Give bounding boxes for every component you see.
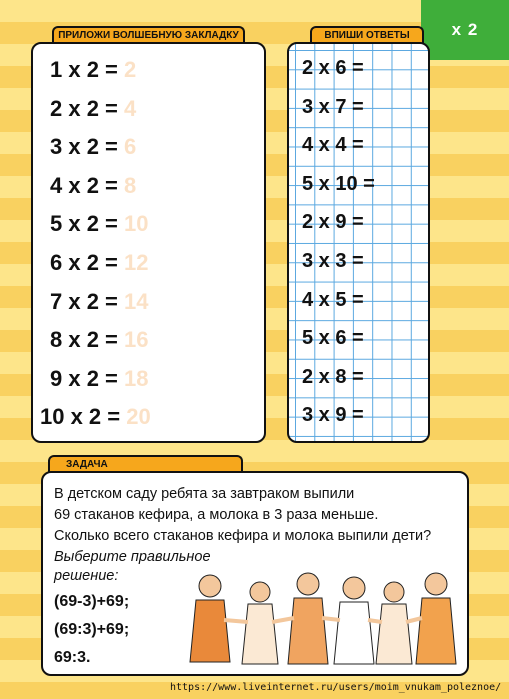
table-row	[50, 366, 149, 392]
task-item[interactable]: 3 х 3 =	[302, 250, 364, 272]
table-answer: 20	[126, 404, 151, 430]
table-answer: 2	[124, 57, 137, 82]
table-row	[50, 57, 136, 83]
table-answer: 14	[124, 288, 149, 314]
prompt-line: решение:	[54, 568, 119, 584]
prompt-line: Выберите правильное	[54, 549, 211, 565]
table-answer: 10	[124, 211, 149, 237]
solution-option-3[interactable]: 69:3.	[54, 649, 91, 666]
task-item[interactable]: 5 х 6 =	[302, 327, 364, 350]
problem-line: Сколько всего стаканов кефира и молока выпили дети?	[54, 528, 432, 544]
solution-option-1[interactable]: (69-3)+69;	[54, 593, 130, 610]
task-item[interactable]: 3 х 7 =	[302, 95, 364, 118]
problem-line: В детском саду ребята за завтраком выпили	[54, 486, 355, 502]
table-answer: 6	[124, 134, 137, 160]
table-row	[50, 327, 149, 353]
task-item[interactable]: 4 х 4 =	[302, 134, 364, 157]
table-expression: 8 х 2 =	[50, 327, 118, 353]
table-expression: 2 х 2 =	[50, 95, 118, 121]
table-row	[50, 173, 136, 199]
table-expression: 9 х 2 =	[50, 365, 118, 391]
table-expression: 7 х 2 =	[50, 288, 118, 314]
child-figure	[190, 575, 230, 662]
table-answer: 12	[124, 250, 149, 275]
solution-option-2[interactable]: (69:3)+69;	[54, 621, 130, 638]
table-row	[50, 134, 136, 160]
table-answer: 18	[124, 365, 149, 391]
table-expression: 4 х 2 =	[50, 172, 118, 198]
task-item[interactable]: 2 х 9 =	[302, 211, 364, 234]
children-illustration	[188, 570, 458, 670]
table-row	[50, 289, 149, 315]
task-item[interactable]: 4 х 5 =	[302, 288, 364, 311]
table-answer: 16	[124, 327, 149, 353]
table-expression: 1 х 2 =	[50, 57, 118, 82]
table-expression: 10 х 2 =	[40, 404, 121, 430]
table-row	[50, 250, 149, 276]
left-header-tab: ПРИЛОЖИ ВОЛШЕБНУЮ ЗАКЛАДКУ	[52, 26, 245, 43]
source-watermark: https://www.liveinternet.ru/users/moim_vnukam_poleznoe/	[170, 682, 502, 693]
table-row	[50, 96, 136, 122]
task-header-tab: ЗАДАЧА	[48, 455, 243, 472]
task-item[interactable]: 2 х 8 =	[302, 365, 364, 388]
table-answer: 4	[124, 95, 137, 121]
task-item[interactable]: 2 х 6 =	[302, 57, 364, 79]
problem-line: 69 стаканов кефира, а молока в 3 раза меньше.	[54, 507, 379, 523]
multiplier-badge: x 2	[421, 0, 509, 60]
table-expression: 6 х 2 =	[50, 250, 118, 275]
problem-text	[54, 484, 431, 547]
table-expression: 5 х 2 =	[50, 211, 118, 237]
task-item[interactable]: 5 х 10 =	[302, 172, 375, 195]
table-answer: 8	[124, 172, 137, 198]
table-row	[50, 211, 149, 237]
task-item[interactable]: 3 х 9 =	[302, 404, 364, 427]
right-header-tab: ВПИШИ ОТВЕТЫ	[310, 26, 424, 43]
table-expression: 3 х 2 =	[50, 134, 118, 160]
table-row	[40, 404, 151, 430]
